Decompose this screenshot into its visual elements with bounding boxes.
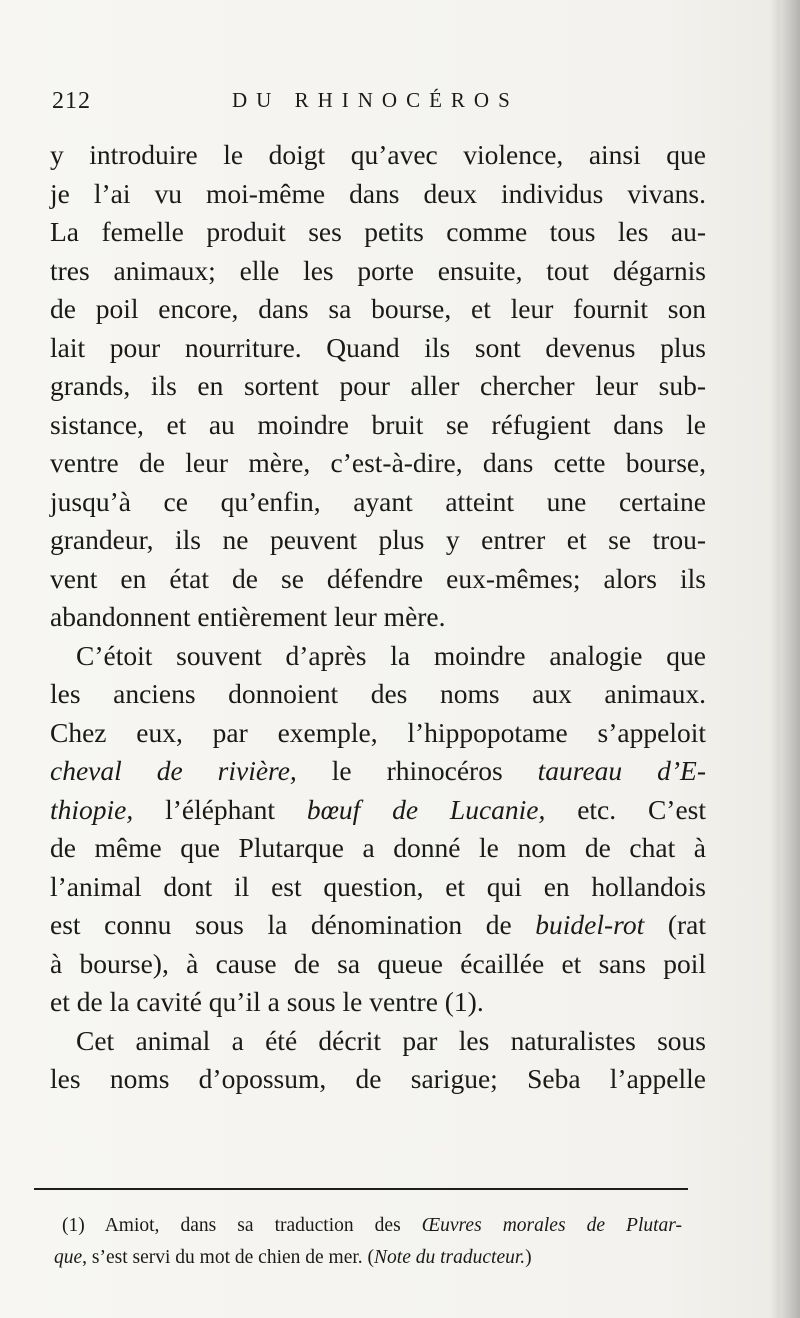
italic-term: thiopie, <box>50 793 134 825</box>
footnote-italic: que <box>54 1247 83 1268</box>
text-line: ventre de leur mère, c’est-à-dire, dans cette bourse, <box>50 447 706 478</box>
inline-text: etc. C’est <box>545 793 706 825</box>
text-line: je l’ai vu moi-même dans deux individus vivans. <box>50 177 706 209</box>
text-line: jusqu’à ce qu’enfin, ayant atteint une certaine <box>50 485 706 517</box>
text-line: les anciens donnoient des noms aux animaux. <box>50 678 706 709</box>
paragraph-start-line: C’étoit souvent d’après la moindre analogie que <box>76 639 706 671</box>
italic-term: taureau d’E- <box>537 755 706 786</box>
inline-text: est connu sous la dénomination de <box>50 909 536 940</box>
text-line: tres animaux; elle les porte ensuite, tout dégarnis <box>50 254 706 286</box>
inline-text: le rhinocéros <box>296 755 538 786</box>
text-line: les noms d’opossum, de sarigue; Seba l’appelle <box>50 1063 706 1094</box>
text-line: sistance, et au moindre bruit se réfugient dans le <box>50 408 706 440</box>
body-text <box>50 136 706 1099</box>
inline-text: l’éléphant <box>133 793 307 825</box>
text-line: abandonnent entièrement leur mère. <box>50 601 446 632</box>
text-line: grandeur, ils ne peuvent plus y entrer et se trou- <box>50 524 706 555</box>
page-header <box>52 88 742 118</box>
running-head: DU RHINOCÉROS <box>232 88 519 112</box>
text-line: vent en état de se défendre eux-mêmes; alors ils <box>50 562 706 594</box>
text-line: La femelle produit ses petits comme tous les au- <box>50 216 706 247</box>
footnote-text: (1) Amiot, dans sa traduction des <box>62 1215 422 1236</box>
text-line <box>50 906 706 945</box>
paragraph-start-line: Cet animal a été décrit par les naturalistes sous <box>76 1024 706 1056</box>
text-line: y introduire le doigt qu’avec violence, ainsi que <box>50 139 706 170</box>
footnote-line <box>54 1210 682 1242</box>
footnote <box>54 1210 682 1274</box>
footnote-text: , s’est servi du mot de chien de mer. ( <box>82 1247 375 1268</box>
text-line: de poil encore, dans sa bourse, et leur fournit son <box>50 293 706 324</box>
text-line: et de la cavité qu’il a sous le ventre (1). <box>50 986 484 1017</box>
text-line: à bourse), à cause de sa queue écaillée et sans poil <box>50 947 706 979</box>
text-line: Chez eux, par exemple, l’hippopotame s’appeloit <box>50 716 706 748</box>
text-line: grands, ils en sortent pour aller chercher leur sub- <box>50 370 706 401</box>
text-line: l’animal dont il est question, et qui en hollandois <box>50 870 706 902</box>
inline-text: (rat <box>644 909 706 940</box>
footnote-line <box>54 1242 682 1274</box>
italic-term: bœuf de Lucanie, <box>306 793 546 825</box>
footnote-italic: Œuvres morales de Plutar- <box>421 1215 682 1236</box>
text-line <box>50 752 706 791</box>
italic-term: buidel-rot <box>535 909 645 940</box>
text-line <box>50 791 706 830</box>
footnote-rule <box>34 1188 688 1190</box>
footnote-text: ) <box>525 1247 532 1268</box>
italic-term: cheval de rivière, <box>50 755 297 786</box>
footnote-italic: Note du traducteur. <box>374 1247 526 1268</box>
page-number: 212 <box>52 88 91 114</box>
text-line: lait pour nourriture. Quand ils sont devenus plus <box>50 331 706 363</box>
text-line: de même que Plutarque a donné le nom de chat à <box>50 832 706 863</box>
page-edge-shadow <box>770 0 800 1318</box>
